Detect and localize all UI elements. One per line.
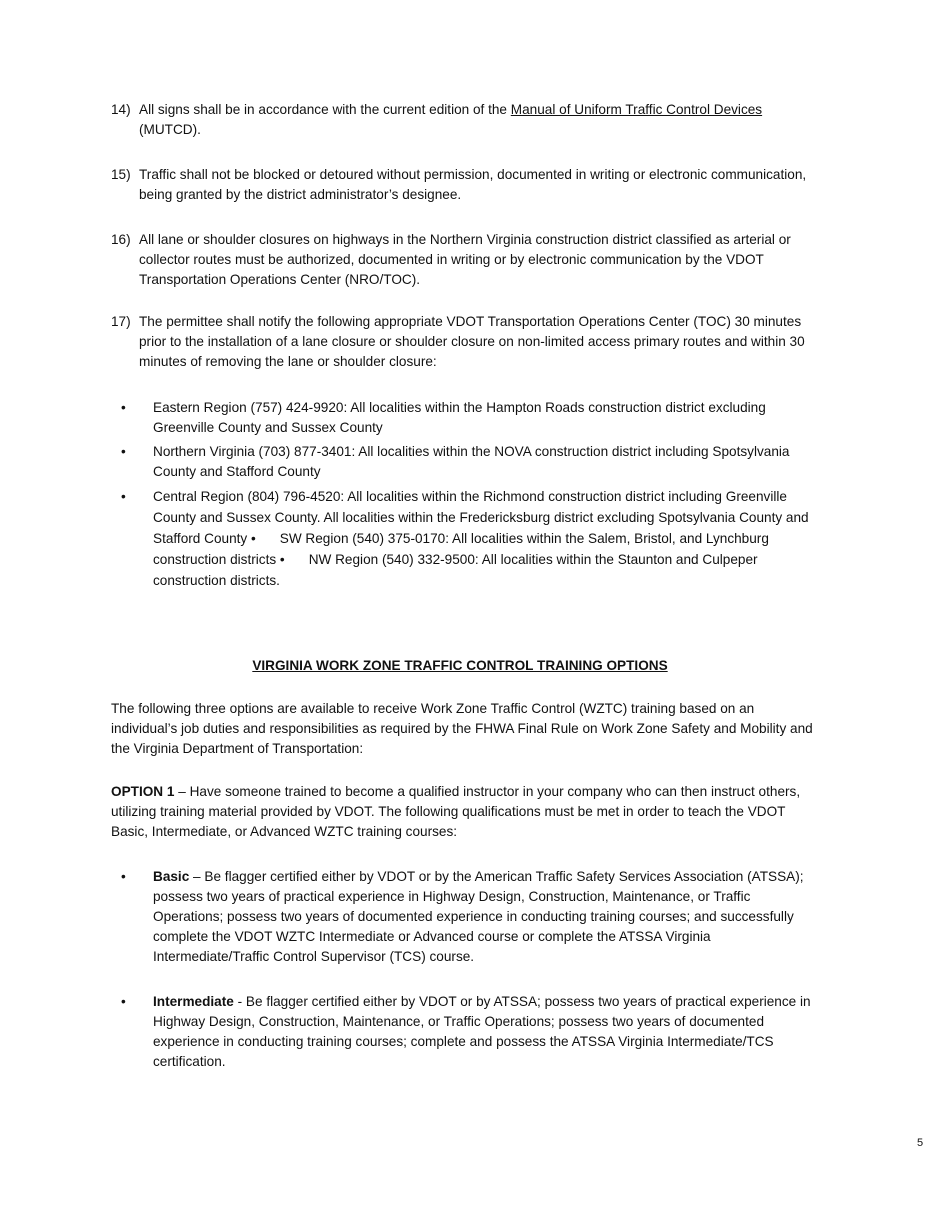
list-item-14 [111, 100, 821, 140]
page-number: 5 [917, 1137, 924, 1149]
basic-text: – Be flagger certified either by VDOT or by the American Traffic Safety Services Association (ATSSA); possess two years of practical experience in Highway Design, Construction, Maintenance, or Traffic Operations; possess two years of documented experience in conducting training courses; and successfully complete the VDOT WZTC Intermediate or Advanced course or complete the ATSSA Virginia Intermediate/Traffic Control Supervisor (TCS) course. [153, 869, 804, 964]
region-sw: SW Region (540) 375-0170: All localities within the Salem, Bristol, and Lynchburg construction districts • [153, 531, 769, 567]
list-item-15 [111, 165, 821, 205]
mutcd-title: Manual of Uniform Traffic Control Devices [510, 102, 763, 117]
bullet-icon: • [121, 869, 126, 884]
option-1-paragraph [111, 782, 823, 842]
toc-region-list [121, 398, 821, 591]
item-text: All lane or shoulder closures on highways in the Northern Virginia construction district classified as arterial or collector routes must be authorized, documented in writing or by electronic communication by the VDOT Transportation Operations Center (NRO/TOC). [139, 232, 791, 287]
bullet-icon: • [121, 400, 126, 415]
option-1-label: OPTION 1 [111, 784, 175, 799]
list-item [121, 992, 821, 1072]
list-item [121, 442, 821, 482]
training-intro: The following three options are available to receive Work Zone Traffic Control (WZTC) training based on an individual’s job duties and responsibilities as required by the FHWA Final Rule on Work Zone Safety and Mobility and the Virginia Department of Transportation: [111, 701, 813, 756]
bullet-icon: • [121, 489, 126, 504]
bullet-icon: • [121, 994, 126, 1009]
item-number: 15) [111, 167, 131, 182]
item-number: 17) [111, 314, 131, 329]
qualification-list [121, 867, 821, 967]
list-item [121, 398, 821, 438]
option-1-text: – Have someone trained to become a qualified instructor in your company who can then instruct others, utilizing training material provided by VDOT. The following qualifications must be met in order to teach the VDOT Basic, Intermediate, or Advanced WZTC training courses: [111, 784, 801, 839]
bullet-icon: • [121, 444, 126, 459]
list-item [121, 486, 821, 591]
intermediate-label: Intermediate [153, 994, 234, 1009]
basic-label: Basic [153, 869, 190, 884]
item-text-post: (MUTCD). [139, 122, 201, 137]
section-heading: VIRGINIA WORK ZONE TRAFFIC CONTROL TRAINING OPTIONS [252, 658, 668, 673]
region-northern: Northern Virginia (703) 877-3401: All localities within the NOVA construction district including Spotsylvania County and Stafford County [153, 444, 790, 479]
list-item-17 [111, 312, 821, 372]
item-text-pre: All signs shall be in accordance with the current edition of the [139, 102, 511, 117]
list-item [121, 867, 821, 967]
intermediate-text: - Be flagger certified either by VDOT or by ATSSA; possess two years of practical experience in Highway Design, Construction, Maintenance, or Traffic Operations; possess two years of documented experience in conducting training courses; complete and possess the ATSSA Virginia Intermediate/TCS certification. [153, 994, 811, 1069]
list-item-16 [111, 230, 821, 290]
region-central: Central Region (804) 796-4520: All localities within the Richmond construction district including Greenville County and Sussex County. All localities within the Fredericksburg district excluding Spotsylvania County and Stafford County • [153, 489, 809, 546]
item-text: Traffic shall not be blocked or detoured without permission, documented in writing or electronic communication, being granted by the district administrator’s designee. [139, 167, 807, 202]
region-nw: NW Region (540) 332-9500: All localities within the Staunton and Culpeper construction districts. [153, 552, 758, 588]
qualification-list-2 [121, 992, 821, 1072]
item-text [139, 100, 821, 140]
item-number: 14) [111, 102, 131, 117]
region-eastern: Eastern Region (757) 424-9920: All localities within the Hampton Roads construction district excluding Greenville County and Sussex County [153, 400, 766, 435]
item-text: The permittee shall notify the following appropriate VDOT Transportation Operations Center (TOC) 30 minutes prior to the installation of a lane closure or shoulder closure on non-limited access primary routes and within 30 minutes of removing the lane or shoulder closure: [139, 314, 805, 369]
item-number: 16) [111, 232, 131, 247]
